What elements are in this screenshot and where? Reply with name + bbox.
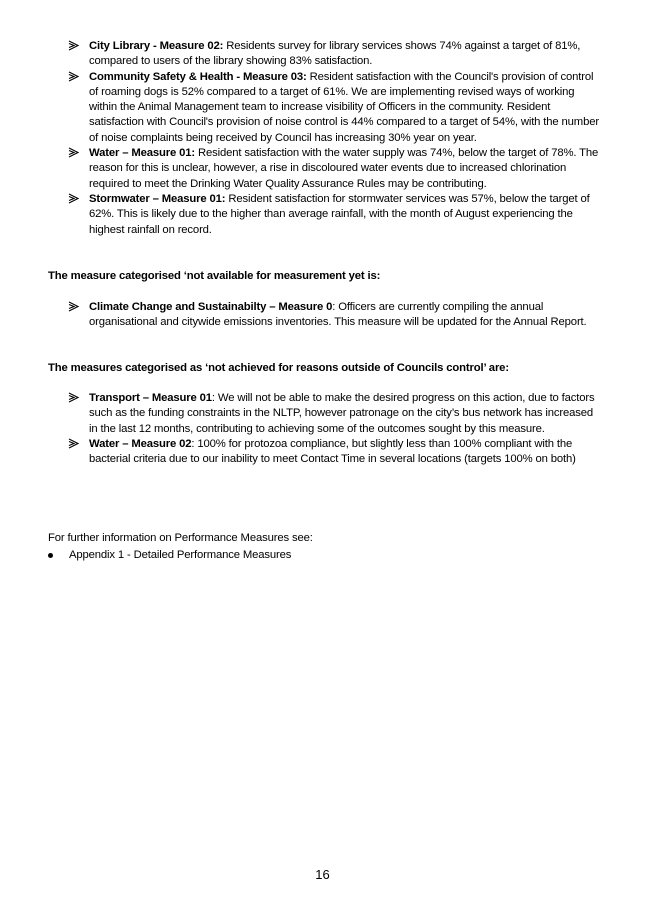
item-title: Climate Change and Sustainabilty – Measure 0 [89,301,333,313]
list-item [68,192,603,238]
item-title: Stormwater – Measure 01: [89,192,226,205]
item-text: : Officers are currently compiling the annual organisational and citywide emissions inventories. This measure will be updated for the Annual Report. [89,301,587,329]
arrow-bullet-icon [68,392,82,404]
item-text: Resident satisfaction with the water supply was 74%, below the target of 78%. The reason for this is unclear, however, a rise in discoloured water events due to increased chlorination required to meet the Drinking Water Quality Assurance Rules may be contributing. [89,147,599,190]
arrow-bullet-icon [68,147,82,159]
item-title: Community Safety & Health - Measure 03: [89,70,307,83]
item-text: Residents survey for library services shows 74% against a target of 81%, compared to users of the library showing 83% satisfaction. [89,40,581,68]
list-item [68,39,603,70]
item-text: : We will not be able to make the desired progress on this action, due to factors such as the funding constraints in the NLTP, however patronage on the city’s bus network has increased in the last 12 months, contributing to achieving some of the outcomes sought by this measure. [89,392,595,435]
arrow-bullet-icon [68,193,82,205]
item-title: Water – Measure 02 [89,437,192,450]
item-text: : 100% for protozoa compliance, but slightly less than 100% compliant with the bacterial criteria due to our inability to meet Contact Time in several locations (targets 100% on both) [89,437,576,466]
list-item [48,548,548,563]
list-item [68,70,603,146]
list-item [68,146,603,192]
arrow-bullet-icon [68,71,82,83]
item-title: City Library - Measure 02: [89,40,224,52]
arrow-bullet-icon [68,40,82,52]
further-info-list [48,548,548,563]
item-text: Resident satisfaction for stormwater services was 57%, below the target of 62%. This is likely due to the higher than average rainfall, with the month of August experiencing the highest rainfall on record. [89,192,590,236]
page-number: 16 [315,867,330,882]
outside-control-heading: The measures categorised as ‘not achieved for reasons outside of Councils control’ are: [48,362,509,374]
list-item [68,437,603,468]
item-title: Water – Measure 01: [89,147,195,160]
appendix-link-text: Appendix 1 - Detailed Performance Measures [69,549,292,561]
item-title: Transport – Measure 01 [89,392,212,404]
outside-control-list [68,391,603,467]
not-available-list [68,300,598,331]
list-item [68,300,598,331]
not-available-heading: The measure categorised ‘not available for measurement yet is: [48,270,381,282]
arrow-bullet-icon [68,301,82,313]
bullet-icon [48,553,53,558]
arrow-bullet-icon [68,438,82,450]
item-text: Resident satisfaction with the Council's provision of control of roaming dogs is 52% compared to a target of 61%. We are implementing revised ways of working within the Animal Management team to increase visibility of Officers in the community. Resident satisfaction with Council's provision of noise control is 44% compared to a target of 54%, with the number of noise complaints being received by Council has increasing 30% year on year. [89,70,599,144]
not-achieved-list [68,39,603,238]
further-info-intro: For further information on Performance Measures see: [48,532,313,544]
list-item [68,391,603,437]
